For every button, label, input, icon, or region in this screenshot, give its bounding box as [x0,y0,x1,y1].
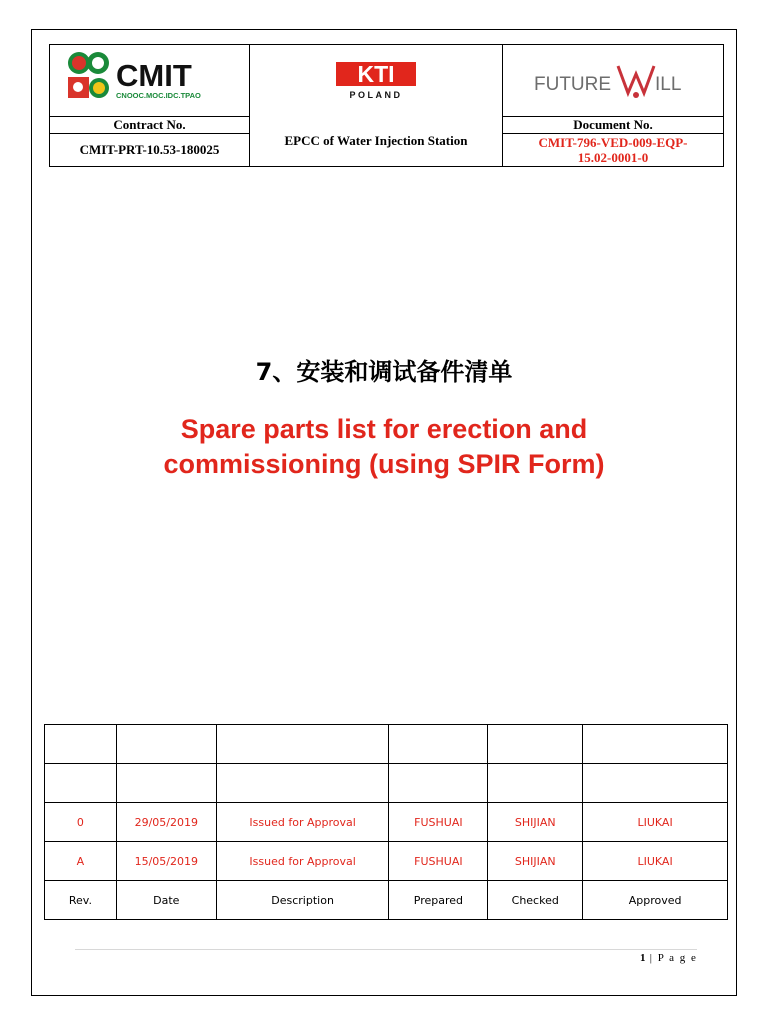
rev-cell: A [45,842,117,881]
project-title: EPCC of Water Injection Station [284,133,468,148]
contract-number: CMIT-PRT-10.53-180025 [79,142,220,157]
column-header-prepared: Prepared [389,881,488,920]
column-header-checked: Checked [488,881,583,920]
cmit-logo [66,50,236,112]
page-number-value: 1 [640,952,646,964]
futurewill-logo-text-a: FUTURE [534,74,612,95]
futurewill-logo [532,58,696,100]
footer-divider [75,949,697,950]
cmit-logo-text: CMIT [116,58,192,93]
checked-cell: SHIJIAN [488,842,583,881]
column-header-approved: Approved [583,881,728,920]
kti-logo [334,59,418,101]
revision-table [44,724,728,920]
chinese-title: 7、安装和调试备件清单 [255,358,513,386]
table-row [45,764,728,803]
approved-cell: LIUKAI [583,803,728,842]
checked-cell: SHIJIAN [488,803,583,842]
document-number-line1: CMIT-796-VED-009-EQP- [538,135,688,150]
document-number [503,134,723,166]
table-row [45,803,728,842]
rev-cell: 0 [45,803,117,842]
page-number [640,952,697,964]
description-cell: Issued for Approval [216,842,389,881]
column-header-description: Description [216,881,389,920]
cmit-logo-subtitle: CNOOC.MOC.IDC.TPAO [116,91,201,100]
kti-logo-subtitle: POLAND [349,90,403,100]
approved-cell: LIUKAI [583,842,728,881]
contract-label: Contract No. [113,117,186,132]
description-cell: Issued for Approval [216,803,389,842]
prepared-cell: FUSHUAI [389,803,488,842]
column-header-rev: Rev. [45,881,117,920]
date-cell: 29/05/2019 [116,803,216,842]
english-title: Spare parts list for erection and commissioning (using SPIR Form) [163,414,605,479]
document-number-line2: 15.02-0001-0 [577,150,649,165]
prepared-cell: FUSHUAI [389,842,488,881]
table-header-row [45,881,728,920]
date-cell: 15/05/2019 [116,842,216,881]
kti-logo-text: KTI [357,61,395,87]
futurewill-logo-text-b: ILL [655,74,682,95]
document-label: Document No. [573,117,653,132]
column-header-date: Date [116,881,216,920]
page-label: | P a g e [649,952,698,964]
table-row [45,842,728,881]
table-row [45,725,728,764]
